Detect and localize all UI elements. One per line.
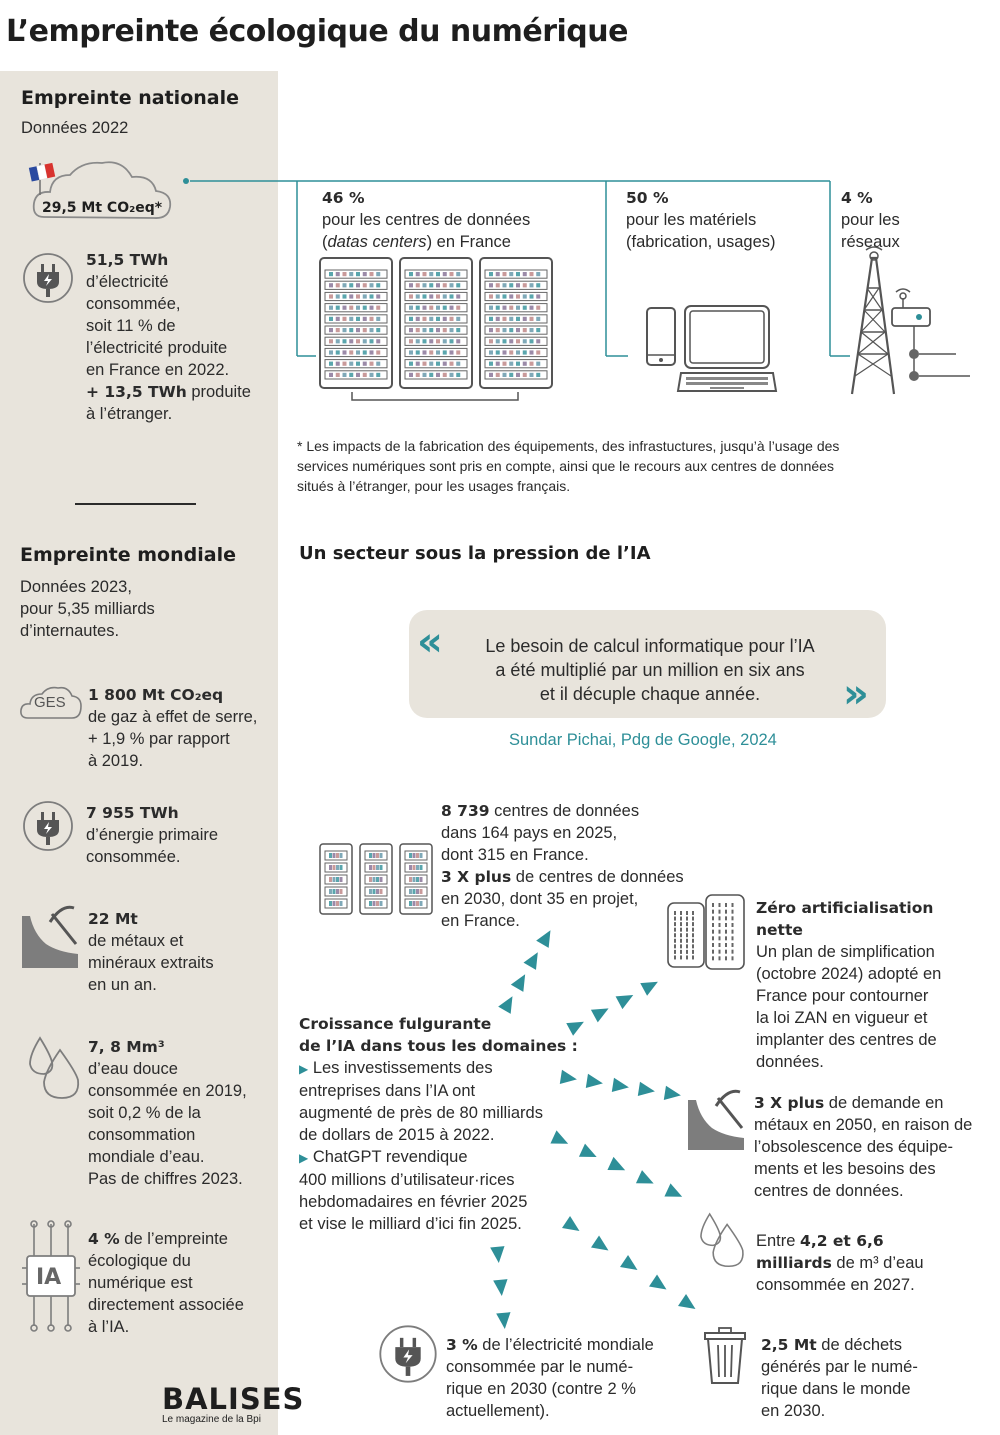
national-electricity-value: 51,5 TWh — [86, 251, 169, 269]
text-line: dans 164 pays en 2025, — [441, 824, 618, 842]
text-line: générés par le numé- — [761, 1358, 918, 1376]
world-metals-value: 22 Mt — [88, 910, 138, 928]
world-water-value: 7, 8 Mm³ — [88, 1038, 165, 1056]
footnote-line: services numériques sont pris en compte, ainsi que le recours aux centres de données — [297, 458, 834, 474]
text-line: centres de données — [489, 802, 640, 820]
text-line: pour 5,35 milliards — [20, 600, 155, 618]
quote-author: Sundar Pichai, Pdg de Google, 2024 — [509, 731, 777, 749]
arrow-triangle — [591, 1236, 612, 1257]
growth-title: Croissance fulgurante — [299, 1015, 492, 1033]
arrow-triangle — [586, 1074, 604, 1091]
text-line: données. — [756, 1053, 824, 1071]
text-line: 400 millions d’utilisateur·rices — [299, 1171, 515, 1189]
text-line: et vise le milliard d’ici fin 2025. — [299, 1215, 522, 1233]
text-line: rique dans le monde — [761, 1380, 911, 1398]
text-line: rique en 2030 (contre 2 % — [446, 1380, 636, 1398]
quote-line: a été multiplié par un million en six ans — [495, 660, 805, 680]
text-line: à l’étranger. — [86, 405, 173, 423]
quote-open-mark: « — [417, 619, 443, 665]
text-line: (octobre 2024) adopté en — [756, 965, 942, 983]
arrow-triangle — [640, 975, 661, 995]
text-line: à 2019. — [88, 752, 144, 770]
quote-line: et il décuple chaque année. — [539, 684, 761, 704]
text-line: pour les centres de données — [322, 211, 531, 229]
arrow-triangle — [496, 1312, 512, 1329]
text-line: l’électricité produite — [86, 339, 228, 357]
text-line: ChatGPT revendique — [312, 1148, 468, 1166]
arrow-triangle — [664, 1086, 682, 1103]
text-line: de dollars de 2015 à 2022. — [299, 1126, 495, 1144]
text-line: en 2030, dont 35 en projet, — [441, 890, 639, 908]
arrow-triangle — [550, 1130, 571, 1150]
text-line: pour les — [841, 211, 900, 229]
mining-pickaxe-icon — [688, 1088, 748, 1150]
text-line: consommée en 2027. — [756, 1276, 915, 1294]
text-line: en France en 2022. — [86, 361, 230, 379]
text-line: de déchets — [816, 1336, 903, 1354]
arrow-triangle — [490, 1246, 506, 1263]
arrow-triangle — [524, 949, 545, 970]
text-line: + 1,9 % par rapport — [88, 730, 230, 748]
text-line: soit 0,2 % de la — [88, 1104, 201, 1122]
text-line: de m³ d’eau — [831, 1254, 924, 1272]
world-ghg-value: 1 800 Mt CO₂eq — [88, 686, 224, 704]
electricity-share-value: 3 % — [446, 1336, 478, 1354]
ai-badge: IA — [36, 1265, 62, 1290]
arrow-triangle — [536, 927, 557, 948]
text-line: d’électricité — [86, 273, 169, 291]
text-line: hebdomadaires en février 2025 — [299, 1193, 528, 1211]
arrow-triangle — [620, 1255, 641, 1276]
text-line: augmenté de près de 80 milliards — [299, 1104, 543, 1122]
text-line: actuellement). — [446, 1402, 550, 1420]
quote-line: Le besoin de calcul informatique pour l’IA — [485, 636, 815, 656]
water-value: milliards — [756, 1254, 832, 1272]
arrow-triangle — [566, 1015, 587, 1035]
arrow-triangle — [616, 989, 637, 1009]
datacenters-count: 8 739 — [441, 802, 490, 820]
text-line: en un an. — [88, 976, 157, 994]
text-line: ) en France — [426, 233, 511, 251]
text-line: Entre — [756, 1232, 801, 1250]
datacenters-percent: 46 % — [322, 189, 365, 207]
balises-logo: BALISES — [162, 1382, 305, 1416]
ges-badge: GES — [34, 694, 66, 711]
text-line: centres de données. — [754, 1182, 904, 1200]
arrow-triangle — [498, 993, 519, 1014]
ia-metals-block — [754, 1092, 972, 1202]
text-line: Les investissements des — [312, 1059, 493, 1077]
text-line: consommation — [88, 1126, 196, 1144]
world-energy-value: 7 955 TWh — [86, 804, 179, 822]
text-line: en 2030. — [761, 1402, 826, 1420]
text-line: consommée. — [86, 848, 181, 866]
foreign-electricity-value: + 13,5 TWh — [86, 383, 187, 401]
text-line: implanter des centres de — [756, 1031, 937, 1049]
ia-heading: Un secteur sous la pression de l’IA — [299, 543, 651, 564]
text-line: à l’IA. — [88, 1318, 130, 1336]
plug-icon — [378, 1324, 438, 1384]
arrow-triangle — [612, 1078, 630, 1095]
text-line: d’internautes. — [20, 622, 120, 640]
arrow-triangle — [607, 1157, 628, 1177]
national-heading: Empreinte nationale — [21, 87, 239, 109]
arrow-triangle — [493, 1279, 509, 1296]
zan-title: nette — [756, 921, 803, 939]
arrow-triangle — [560, 1070, 578, 1087]
text-italic: datas centers — [327, 233, 427, 251]
text-line: en France. — [441, 912, 520, 930]
national-subheading: Données 2022 — [21, 119, 129, 137]
text-line: de l’électricité mondiale — [477, 1336, 654, 1354]
arrow-triangle — [562, 1216, 583, 1237]
text-line: directement associée — [88, 1296, 244, 1314]
waste-value: 2,5 Mt — [761, 1336, 817, 1354]
text-line: la loi ZAN en vigueur et — [756, 1009, 928, 1027]
arrow-triangle — [649, 1275, 670, 1296]
growth-title: de l’IA dans tous les domaines : — [299, 1037, 578, 1055]
text-line: soit 11 % de — [86, 317, 176, 335]
text-line: numérique est — [88, 1274, 193, 1292]
balises-tagline: Le magazine de la Bpi — [162, 1414, 261, 1425]
footnote-line: * Les impacts de la fabrication des équipements, des infrastuctures, jusqu’à l’usage des — [297, 438, 840, 454]
arrow-triangle — [591, 1002, 612, 1022]
ia-waste-block — [761, 1334, 918, 1422]
datacenters-growth: 3 X plus — [441, 868, 512, 886]
text-line: Un plan de simplification — [756, 943, 935, 961]
page-title: L’empreinte écologique du numérique — [6, 14, 628, 49]
text-line: de gaz à effet de serre, — [88, 708, 258, 726]
text-line: dont 315 en France. — [441, 846, 589, 864]
arrow-triangle — [664, 1183, 685, 1203]
arrow-triangle — [638, 1082, 656, 1099]
text-line: Pas de chiffres 2023. — [88, 1170, 243, 1188]
text-line: France pour contourner — [756, 987, 929, 1005]
text-line: consommée par le numé- — [446, 1358, 634, 1376]
arrow-triangle — [511, 971, 532, 992]
text-line: produite — [186, 383, 251, 401]
arrow-triangle — [636, 1170, 657, 1190]
text-line: ( — [322, 233, 328, 251]
water-drops-icon — [694, 1212, 748, 1270]
text-line: écologique du — [88, 1252, 191, 1270]
ia-water-block — [756, 1230, 924, 1296]
text-line: métaux en 2050, en raison de — [754, 1116, 973, 1134]
water-value: 4,2 et 6,6 — [800, 1232, 884, 1250]
arrow-triangle — [579, 1144, 600, 1164]
zan-title: Zéro artificialisation — [756, 899, 934, 917]
text-line: réseaux — [841, 233, 900, 251]
networks-percent: 4 % — [841, 189, 873, 207]
text-line: l’obsolescence des équipe- — [754, 1138, 954, 1156]
text-line: de l’empreinte — [119, 1230, 228, 1248]
metals-demand-value: 3 X plus — [754, 1094, 825, 1112]
national-co2-value: 29,5 Mt CO₂eq* — [42, 200, 163, 216]
bullet-arrow-icon: ▶ — [299, 1151, 309, 1165]
text-line: de centres de données — [511, 868, 684, 886]
text-line: d’énergie primaire — [86, 826, 219, 844]
text-line: consommée en 2019, — [88, 1082, 247, 1100]
text-line: ments et les besoins des — [754, 1160, 936, 1178]
world-heading: Empreinte mondiale — [20, 544, 236, 566]
quote-close-mark: » — [843, 671, 869, 717]
text-line: Données 2023, — [20, 578, 132, 596]
devices-percent: 50 % — [626, 189, 669, 207]
arrow-triangle — [678, 1294, 699, 1315]
bullet-arrow-icon: ▶ — [299, 1062, 309, 1076]
text-line: (fabrication, usages) — [626, 233, 776, 251]
trash-bin-icon — [703, 1327, 747, 1385]
text-line: pour les matériels — [626, 211, 757, 229]
footnote-line: situés à l’étranger, pour les usages français. — [297, 478, 571, 494]
text-line: de demande en — [824, 1094, 944, 1112]
text-line: minéraux extraits — [88, 954, 214, 972]
text-line: de métaux et — [88, 932, 184, 950]
text-line: entreprises dans l’IA ont — [299, 1082, 476, 1100]
world-ai-value: 4 % — [88, 1230, 120, 1248]
text-line: d’eau douce — [88, 1060, 178, 1078]
text-line: consommée, — [86, 295, 181, 313]
text-line: mondiale d’eau. — [88, 1148, 205, 1166]
ia-electricity-block — [446, 1334, 654, 1422]
